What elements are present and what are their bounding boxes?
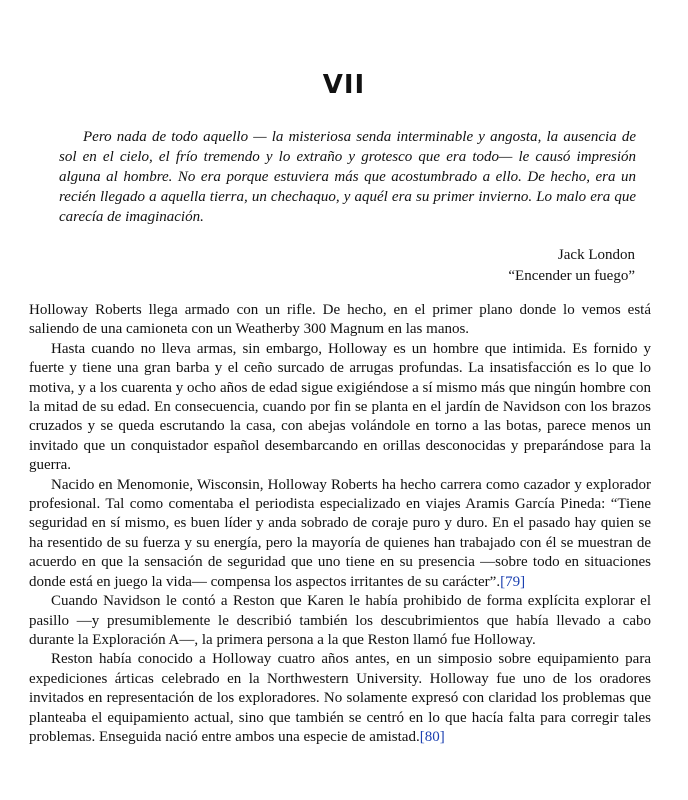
epigraph-text: Pero nada de todo aquello — la misteriosa senda interminable y angosta, la ausencia de sol en el cielo, el frío tremendo y lo extraño y grotesco que era todo— le causó impresión alguna al hombre. No era porque estuviera más que acostumbrado a ello. De hecho, era un recién llegado a aquella tierra, un chechaquo, y aquél era su primer invierno. Lo malo era que carecía de imaginación. [59, 129, 636, 225]
paragraph-1-text: Holloway Roberts llega armado con un rifle. De hecho, en el primer plano donde lo vemos está saliendo de una camioneta con un Weatherby 300 Magnum en las manos. [29, 302, 651, 338]
chapter-title: VII [322, 70, 366, 100]
paragraph-2 [29, 340, 651, 476]
body-text [29, 301, 651, 747]
paragraph-3-text: Nacido en Menomonie, Wisconsin, Holloway Roberts ha hecho carrera como cazador y explorador profesional. Tal como comentaba el periodista especializado en viajes Aramis García Pineda: “Tiene seguridad en sí mismo, es buen líder y anda sobrado de coraje puro y duro. En el pasado hay quien se ha resentido de su fuerza y su energía, pero la mayoría de quienes han trabajado con él se muestran de acuerdo en que la sensación de seguridad que uno tiene en su presencia —sobre todo en situaciones donde está en juego la vida— compensa los aspectos irritantes de su carácter”. [29, 476, 651, 590]
paragraph-5-text: Reston había conocido a Holloway cuatro años antes, en un simposio sobre equipamiento para expediciones árticas celebrado en la Northwestern University. Holloway fue uno de los oradores invitados en representación de los exploradores. No solamente expresó con claridad los problemas que planteaba el equipamiento actual, sino que también se centró en lo que hacía falta para corregir tales problemas. Enseguida nació entre ambos una especie de amistad. [29, 651, 651, 745]
paragraph-3 [29, 476, 651, 592]
epigraph-author: Jack London [557, 247, 635, 263]
paragraph-2-text: Hasta cuando no lleva armas, sin embargo, Holloway es un hombre que intimida. Es fornido y fuerte y tiene una gran barba y el ceño surcado de arrugas profundas. La insatisfacción es lo que lo motiva, y a los cuarenta y ocho años de edad sigue exigiéndose a sí mismo más que ningún hombre con la mitad de su edad. En consecuencia, cuando por fin se planta en el jardín de Navidson con los brazos cruzados y se queda escrutando la casa, con abejas volándole en torno a las botas, parece menos un invitado que un conquistador español desembarcando en orillas desconocidas y preparándose para la guerra. [29, 340, 651, 474]
paragraph-5 [29, 650, 651, 747]
epigraph-work: “Encender un fuego” [508, 268, 635, 284]
epigraph-attribution [508, 245, 635, 287]
paragraph-1 [29, 301, 651, 340]
paragraph-4-text: Cuando Navidson le contó a Reston que Karen le había prohibido de forma explícita explorar el pasillo —y presumiblemente le describió también los descubrimientos que había llevado a cabo durante la Exploración A—, la primera persona a la que Reston llamó fue Holloway. [29, 593, 651, 648]
footnote-link-79[interactable]: [79] [500, 573, 526, 590]
footnote-link-80[interactable]: [80] [419, 728, 445, 745]
paragraph-4 [29, 592, 651, 650]
